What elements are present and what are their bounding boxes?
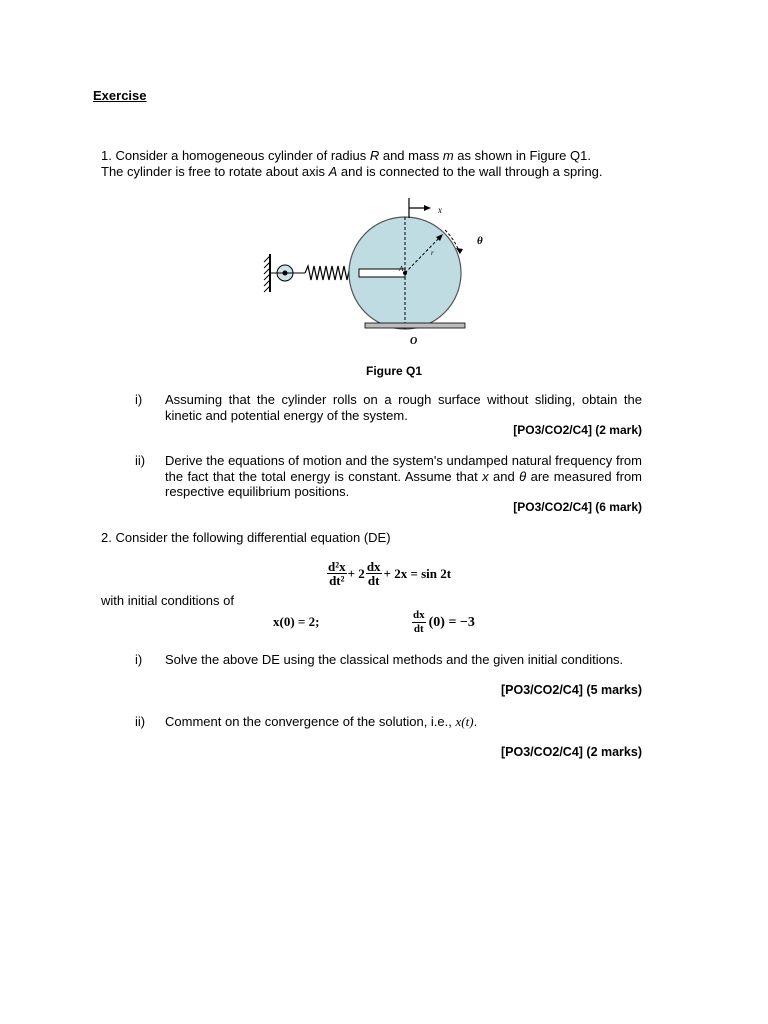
figure-q1: [255, 192, 495, 352]
q1-item-ii-marks: [PO3/CO2/C4] (6 mark): [513, 500, 642, 514]
q1-number: 1.: [101, 148, 112, 163]
de-dx: dx: [366, 559, 381, 574]
label-theta: θ: [477, 235, 483, 247]
q2-item-i-text: Solve the above DE using the classical methods and the given initial conditions.: [165, 652, 624, 667]
initial-condition-2: [412, 609, 475, 636]
exercise-heading: Exercise: [93, 88, 147, 103]
axis-point: [403, 271, 407, 275]
wall: [264, 254, 270, 292]
q1-item-i-text: Assuming that the cylinder rolls on a rough surface without sliding, obtain the kinetic and potential energy of the system.: [165, 392, 642, 423]
ic2-rest: (0) = −3: [428, 614, 475, 630]
q1-item-ii-var-x: x: [482, 468, 489, 484]
ic2-fraction: [412, 609, 426, 636]
q1-item-ii-text-a: Derive the equations of motion and the system's undamped natural frequency from the fact that the total energy is constant. Assume that: [165, 453, 642, 484]
q1-text-2: and mass: [379, 148, 443, 163]
label-r: r: [431, 249, 434, 257]
q1-var-A: A: [328, 164, 338, 179]
q2-item-ii-number: ii): [135, 714, 146, 729]
initial-conditions-label: with initial conditions of: [101, 593, 234, 608]
de-rhs: + 2x = sin 2t: [383, 565, 452, 581]
q1-item-i-marks: [PO3/CO2/C4] (2 mark): [513, 423, 642, 437]
q2-item-i-marks: [PO3/CO2/C4] (5 marks): [500, 683, 642, 697]
q1-item-ii-text-c: are measured from respective equilibrium positions.: [165, 468, 643, 499]
q2-item-ii-text-a: Comment on the convergence of the solution, i.e.,: [165, 714, 456, 729]
q1-text-4: The cylinder is free to rotate about axis: [101, 164, 329, 179]
q1-item-ii-text-b: and: [488, 468, 520, 484]
de-plus2: + 2: [347, 565, 365, 581]
q1-text-3: as shown in Figure Q1.: [453, 148, 591, 163]
q1-item-ii-var-theta: θ: [519, 468, 527, 484]
q2-item-ii-text: [165, 714, 642, 730]
q1-item-ii-text: [165, 453, 642, 500]
q1-text-1: Consider a homogeneous cylinder of radius: [115, 148, 370, 163]
de-first-derivative: [366, 560, 382, 587]
ground: [365, 323, 465, 328]
q1-statement-line2: [101, 164, 646, 180]
q2-number: 2.: [101, 530, 112, 545]
label-x: x: [438, 205, 442, 215]
ic2-den: dt: [413, 623, 424, 635]
q1-item-i-number: i): [135, 392, 143, 407]
de-d2x: d²x: [328, 559, 346, 574]
q1-var-R: R: [369, 148, 380, 163]
initial-condition-1: x(0) = 2;: [273, 614, 320, 629]
q2-item-ii-marks: [PO3/CO2/C4] (2 marks): [500, 745, 642, 759]
q1-item-ii-number: ii): [135, 453, 146, 468]
q1-statement: [101, 148, 646, 164]
ic2-num: dx: [413, 609, 425, 621]
figure-caption: Figure Q1: [366, 364, 423, 378]
label-O: O: [410, 336, 418, 347]
de-dt2: dt²: [329, 573, 345, 588]
label-A: A: [399, 265, 404, 273]
q2-text: Consider the following differential equation (DE): [115, 530, 391, 545]
q2-statement: [101, 530, 646, 546]
differential-equation: [327, 560, 451, 587]
q2-item-i-number: i): [135, 652, 143, 667]
q1-text-5: and is connected to the wall through a spring.: [337, 164, 603, 179]
de-second-derivative: [327, 560, 347, 587]
q2-item-ii-text-b: .: [473, 714, 478, 729]
q2-item-ii-xt: x(t): [455, 714, 474, 729]
q1-var-m: m: [442, 148, 454, 163]
de-dt: dt: [367, 573, 380, 588]
